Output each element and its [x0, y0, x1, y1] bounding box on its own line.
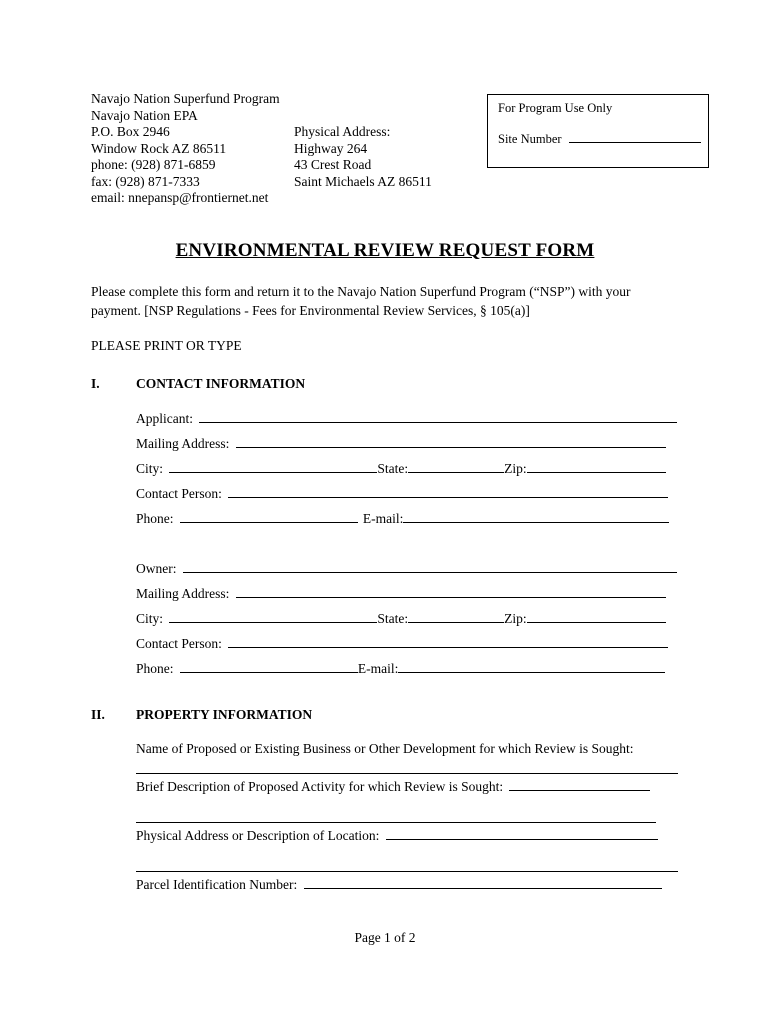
applicant-field[interactable]	[199, 411, 677, 423]
program-use-box	[487, 94, 709, 168]
owner-email-field[interactable]	[398, 661, 665, 673]
email-label: E-mail:	[357, 661, 399, 676]
city-state-zip: Window Rock AZ 86511	[91, 140, 227, 156]
applicant-phone-field[interactable]	[180, 511, 358, 523]
contact-person-label: Contact Person:	[136, 636, 222, 651]
owner-state-field[interactable]	[408, 611, 504, 623]
location-field[interactable]	[386, 828, 658, 840]
mailing-address-label: Mailing Address:	[136, 586, 230, 601]
site-number-row	[498, 131, 701, 146]
phone-label: Phone:	[136, 661, 174, 676]
business-field[interactable]	[136, 762, 678, 774]
applicant-email-field[interactable]	[403, 511, 669, 523]
applicant-city-field[interactable]	[169, 461, 377, 473]
contact-person-label: Contact Person:	[136, 486, 222, 501]
section-2-numeral: II.	[91, 707, 105, 722]
applicant-mailing-row	[136, 436, 666, 453]
physical-address-highway: Highway 264	[294, 140, 368, 156]
owner-mailing-field[interactable]	[236, 586, 666, 598]
phone-number: phone: (928) 871-6859	[91, 157, 216, 172]
applicant-zip-field[interactable]	[527, 461, 666, 473]
site-number-label: Site Number	[498, 132, 562, 146]
owner-contact-field[interactable]	[228, 636, 668, 648]
business-label: Name of Proposed or Existing Business or Other Development for which Review is Sought:	[136, 741, 634, 756]
state-label: State:	[377, 611, 409, 626]
fax-number: fax: (928) 871-7333	[91, 173, 200, 189]
owner-mailing-row	[136, 586, 666, 603]
owner-zip-field[interactable]	[527, 611, 666, 623]
city-label: City:	[136, 611, 164, 626]
mailing-address-label: Mailing Address:	[136, 436, 230, 451]
description-label: Brief Description of Proposed Activity for which Review is Sought:	[136, 779, 504, 794]
email-address: email: nnepansp@frontiernet.net	[91, 190, 269, 205]
state-label: State:	[377, 461, 409, 476]
physical-address-city: Saint Michaels AZ 86511	[294, 173, 432, 189]
page-number: Page 1 of 2	[354, 930, 416, 945]
owner-phone-field[interactable]	[180, 661, 358, 673]
applicant-phone-row	[136, 511, 669, 528]
print-instruction: PLEASE PRINT OR TYPE	[91, 338, 242, 353]
description-field-continued[interactable]	[136, 811, 656, 823]
location-row	[136, 828, 658, 845]
intro-line-1: Please complete this form and return it to the Navajo Nation Superfund Program (“NSP”) with your	[91, 284, 631, 299]
owner-city-row	[136, 611, 666, 628]
intro-line-2: payment. [NSP Regulations - Fees for Environmental Review Services, § 105(a)]	[91, 303, 530, 318]
phone-label: Phone:	[136, 511, 174, 526]
section-1-heading: CONTACT INFORMATION	[136, 376, 306, 391]
section-2-heading: PROPERTY INFORMATION	[136, 707, 313, 722]
parcel-row	[136, 877, 662, 894]
owner-row	[136, 561, 677, 578]
applicant-contact-field[interactable]	[228, 486, 668, 498]
physical-address-label: Physical Address:	[294, 124, 391, 139]
agency-name: Navajo Nation EPA	[91, 107, 198, 123]
owner-field[interactable]	[183, 561, 677, 573]
email-label: E-mail:	[362, 511, 404, 526]
owner-phone-row	[136, 661, 665, 678]
applicant-contact-row	[136, 486, 668, 503]
form-title: ENVIRONMENTAL REVIEW REQUEST FORM	[175, 240, 595, 261]
city-label: City:	[136, 461, 164, 476]
parcel-field[interactable]	[304, 877, 662, 889]
owner-contact-row	[136, 636, 668, 653]
intro-paragraph	[91, 282, 631, 320]
location-field-continued[interactable]	[136, 860, 678, 872]
site-number-field[interactable]	[569, 131, 701, 143]
location-label: Physical Address or Description of Location:	[136, 828, 380, 843]
section-1-numeral: I.	[91, 376, 100, 391]
applicant-label: Applicant:	[136, 411, 193, 426]
physical-address-block	[294, 124, 432, 190]
zip-label: Zip:	[504, 461, 527, 476]
applicant-mailing-field[interactable]	[236, 436, 666, 448]
applicant-state-field[interactable]	[408, 461, 504, 473]
program-use-title: For Program Use Only	[498, 101, 613, 115]
owner-label: Owner:	[136, 561, 177, 576]
parcel-label: Parcel Identification Number:	[136, 877, 298, 892]
zip-label: Zip:	[504, 611, 527, 626]
description-field[interactable]	[509, 779, 650, 791]
applicant-city-row	[136, 461, 666, 478]
program-name: Navajo Nation Superfund Program	[91, 91, 280, 106]
applicant-row	[136, 411, 677, 428]
description-row	[136, 779, 650, 796]
po-box: P.O. Box 2946	[91, 124, 170, 139]
owner-city-field[interactable]	[169, 611, 377, 623]
physical-address-road: 43 Crest Road	[294, 157, 372, 172]
mailing-address-block	[91, 91, 280, 207]
